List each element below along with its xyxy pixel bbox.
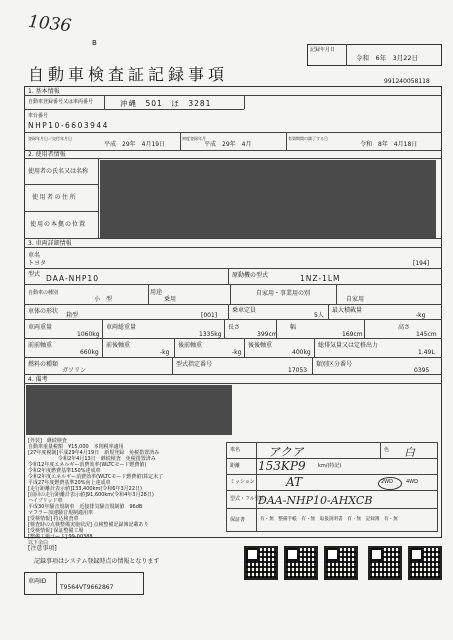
remark-line: 以下余白 bbox=[28, 540, 49, 546]
rear-rear-axle-label: 後後軸重 bbox=[248, 342, 273, 349]
displacement-label: 総排気量又は定格出力 bbox=[318, 342, 379, 349]
vehicle-id-label: 車両ID bbox=[28, 578, 47, 585]
color-label: 色 bbox=[384, 447, 390, 453]
handwritten-number: 1036 bbox=[27, 11, 73, 37]
drive-4wd: 4WD bbox=[406, 479, 418, 485]
front-front-axle-value: 660kg bbox=[80, 349, 99, 356]
section2-heading: 2. 使用者情報 bbox=[28, 151, 66, 158]
remark-line: 自動車重量税額 ¥15,000 本則税率適用 bbox=[28, 444, 124, 450]
warranty-options: 有・無 整備手帳 有・無 取扱説明書 有・無 記録簿 有・無 bbox=[260, 517, 398, 522]
displacement-value: 1.49L bbox=[418, 349, 435, 356]
notes-heading: [注意事項] bbox=[28, 545, 57, 552]
remark-line: 平成27年度燃費基準20%向上達成車 bbox=[28, 480, 111, 486]
first-year-label: 初度登録年月 bbox=[182, 136, 206, 141]
section3-heading: 3. 車両詳細情報 bbox=[28, 240, 72, 247]
class-value: 0395 bbox=[414, 367, 430, 374]
warranty-label: 保証書 bbox=[230, 517, 246, 523]
gross-label: 車両総重量 bbox=[106, 324, 137, 331]
section4-heading: 4. 備考 bbox=[28, 376, 48, 383]
capacity-label: 乗車定員 bbox=[232, 307, 257, 314]
capacity-value: 5人 bbox=[314, 312, 324, 319]
rear-rear-axle-value: 400kg bbox=[292, 349, 311, 356]
engine-label: 原動機の型式 bbox=[232, 272, 269, 279]
model-label: 型式 bbox=[28, 271, 41, 278]
fuel-label: 燃料の種類 bbox=[28, 361, 59, 368]
model-value: DAA-NHP10 bbox=[46, 274, 99, 283]
user-name-label: 使用者の氏名又は名称 bbox=[28, 168, 89, 175]
mileage-value: 153KP9 bbox=[258, 459, 306, 473]
user-address-label: 使用者の住所 bbox=[32, 194, 78, 201]
kind-label: 自動車の種別 bbox=[28, 290, 59, 296]
mileage-unit: km/(特記) bbox=[318, 463, 342, 469]
remark-line: [受検情報] 持込検査車 bbox=[28, 516, 79, 522]
remark-line: 令和2年度エネルギー消費効率(WLTCモード燃費値)算定未了 bbox=[28, 474, 164, 480]
mileage-label: 距離 bbox=[230, 463, 241, 469]
car-name-value: アクア bbox=[268, 445, 304, 459]
redacted-user-info bbox=[100, 160, 436, 238]
doc-number: 991240058118 bbox=[384, 78, 430, 85]
mission-label: ミッション bbox=[230, 479, 255, 485]
car-name-label: 車名 bbox=[230, 447, 241, 453]
expiry-value: 令和 8年 4月18日 bbox=[360, 141, 418, 148]
front-rear-axle-value: -kg bbox=[160, 349, 170, 356]
remark-line: [整備工場コード] 99-00388 bbox=[28, 534, 93, 540]
record-date-value: 令和 6年 3月22日 bbox=[356, 54, 419, 62]
height-label: 高さ bbox=[398, 324, 411, 331]
remark-line: マフラー加速騒音規制適用車 bbox=[28, 510, 94, 516]
length-label: 長さ bbox=[228, 324, 241, 331]
base-location-label: 使用の本拠の位置 bbox=[30, 221, 87, 228]
front-front-axle-label: 前前軸重 bbox=[28, 342, 53, 349]
remark-line: [27年度税制]平成29年4月19日 新規登録 免税措置済み bbox=[28, 450, 160, 456]
full-model-value: DAA-NHP10-AHXCB bbox=[258, 494, 373, 507]
vehicle-id-value: T9564VT9662867 bbox=[60, 584, 114, 591]
redacted-remarks-top bbox=[26, 385, 232, 435]
color-value: 白 bbox=[404, 446, 415, 459]
length-value: 399cm bbox=[257, 331, 278, 338]
page-title: 自動車検査証記録事項 bbox=[28, 65, 229, 84]
reg-label: 自動車登録番号又は車両番号 bbox=[28, 99, 94, 105]
qr-code bbox=[244, 546, 278, 580]
section1-heading: 1. 基本情報 bbox=[28, 88, 60, 95]
body-label: 車体の形状 bbox=[28, 308, 59, 315]
class-label: 類別区分番号 bbox=[316, 361, 353, 368]
qr-code bbox=[284, 546, 318, 580]
full-model-label: 型式・フル型式 bbox=[230, 496, 265, 502]
purpose-value: 自家用 bbox=[346, 296, 365, 303]
body-value: 箱型 bbox=[66, 312, 79, 319]
cert-value: 17053 bbox=[288, 367, 308, 374]
qr-code bbox=[324, 546, 358, 580]
first-year-value: 平成 29年 4月 bbox=[204, 141, 252, 148]
remark-line: [走行距離計表示値]133,400km(令和6年3月22日) bbox=[28, 486, 142, 492]
first-reg-value: 平成 29年 4月19日 bbox=[104, 141, 166, 148]
notes-text: 記録事項はシステム登録時点の情報となります bbox=[34, 558, 160, 565]
engine-value: 1NZ-1LM bbox=[300, 274, 341, 283]
fuel-value: ガソリン bbox=[62, 367, 87, 374]
remark-line: ハイブリッド車 bbox=[28, 498, 63, 504]
gross-value: 1335kg bbox=[199, 331, 222, 338]
remark-line: 令和2年度燃費基準150%達成車 bbox=[28, 468, 101, 474]
front-rear-axle-label: 前後軸重 bbox=[106, 342, 131, 349]
first-reg-label: 登録年月日／交付年月日 bbox=[28, 136, 72, 141]
maker-code: [194] bbox=[413, 260, 430, 267]
use-value: 乗用 bbox=[164, 296, 177, 303]
remark-line: [検査時の点検整備実施状況] 点検整備記録簿記載あり bbox=[28, 522, 149, 528]
remark-line: 平成30年騒音規制車 近接排気騒音規制値 96dB bbox=[28, 504, 143, 510]
use-label: 用途 bbox=[150, 289, 163, 296]
remark-line: 令和2年4月13日 継続検査 免税措置済み bbox=[28, 456, 156, 462]
body-code: [001] bbox=[201, 312, 218, 319]
remark-line: [受検情報] 保証整備工場 bbox=[28, 528, 84, 534]
drive-2wd: 2WD bbox=[381, 479, 393, 485]
small-mark: B bbox=[92, 39, 97, 47]
maker-value: トヨタ bbox=[28, 260, 47, 267]
qr-code bbox=[368, 546, 402, 580]
height-value: 145cm bbox=[416, 331, 437, 338]
width-value: 169cm bbox=[342, 331, 363, 338]
chassis-value: NHP10-6603944 bbox=[28, 121, 109, 130]
qr-code bbox=[408, 546, 442, 580]
width-label: 幅 bbox=[290, 324, 297, 331]
max-load-label: 最大積載量 bbox=[332, 307, 363, 314]
kind-value: 小 型 bbox=[94, 296, 113, 303]
purpose-label: 自家用・事業用の別 bbox=[256, 290, 311, 297]
weight-label: 車両重量 bbox=[28, 324, 53, 331]
remarks-list bbox=[28, 438, 228, 546]
remark-line: [外装] 継続検査 bbox=[28, 438, 67, 444]
rear-front-axle-value: -kg bbox=[232, 349, 242, 356]
mission-value: AT bbox=[286, 475, 303, 489]
maker-label: 車名 bbox=[28, 252, 41, 259]
rear-front-axle-label: 後前軸重 bbox=[178, 342, 203, 349]
weight-value: 1060kg bbox=[77, 331, 100, 338]
reg-value: 沖縄 501 ほ 3281 bbox=[120, 99, 212, 108]
remark-line: [前回の走行距離計表示値]91,600km(令和4年3月28日) bbox=[28, 492, 154, 498]
chassis-label: 車台番号 bbox=[28, 113, 49, 119]
remark-line: 令和12年度エネルギー消費効率(WLTCモード燃費値) bbox=[28, 462, 147, 468]
record-date-label: 記録年月日 bbox=[310, 47, 336, 53]
cert-label: 型式指定番号 bbox=[176, 361, 213, 368]
max-load-value: -kg bbox=[416, 312, 426, 319]
expiry-label: 有効期間の満了する日 bbox=[288, 136, 328, 141]
